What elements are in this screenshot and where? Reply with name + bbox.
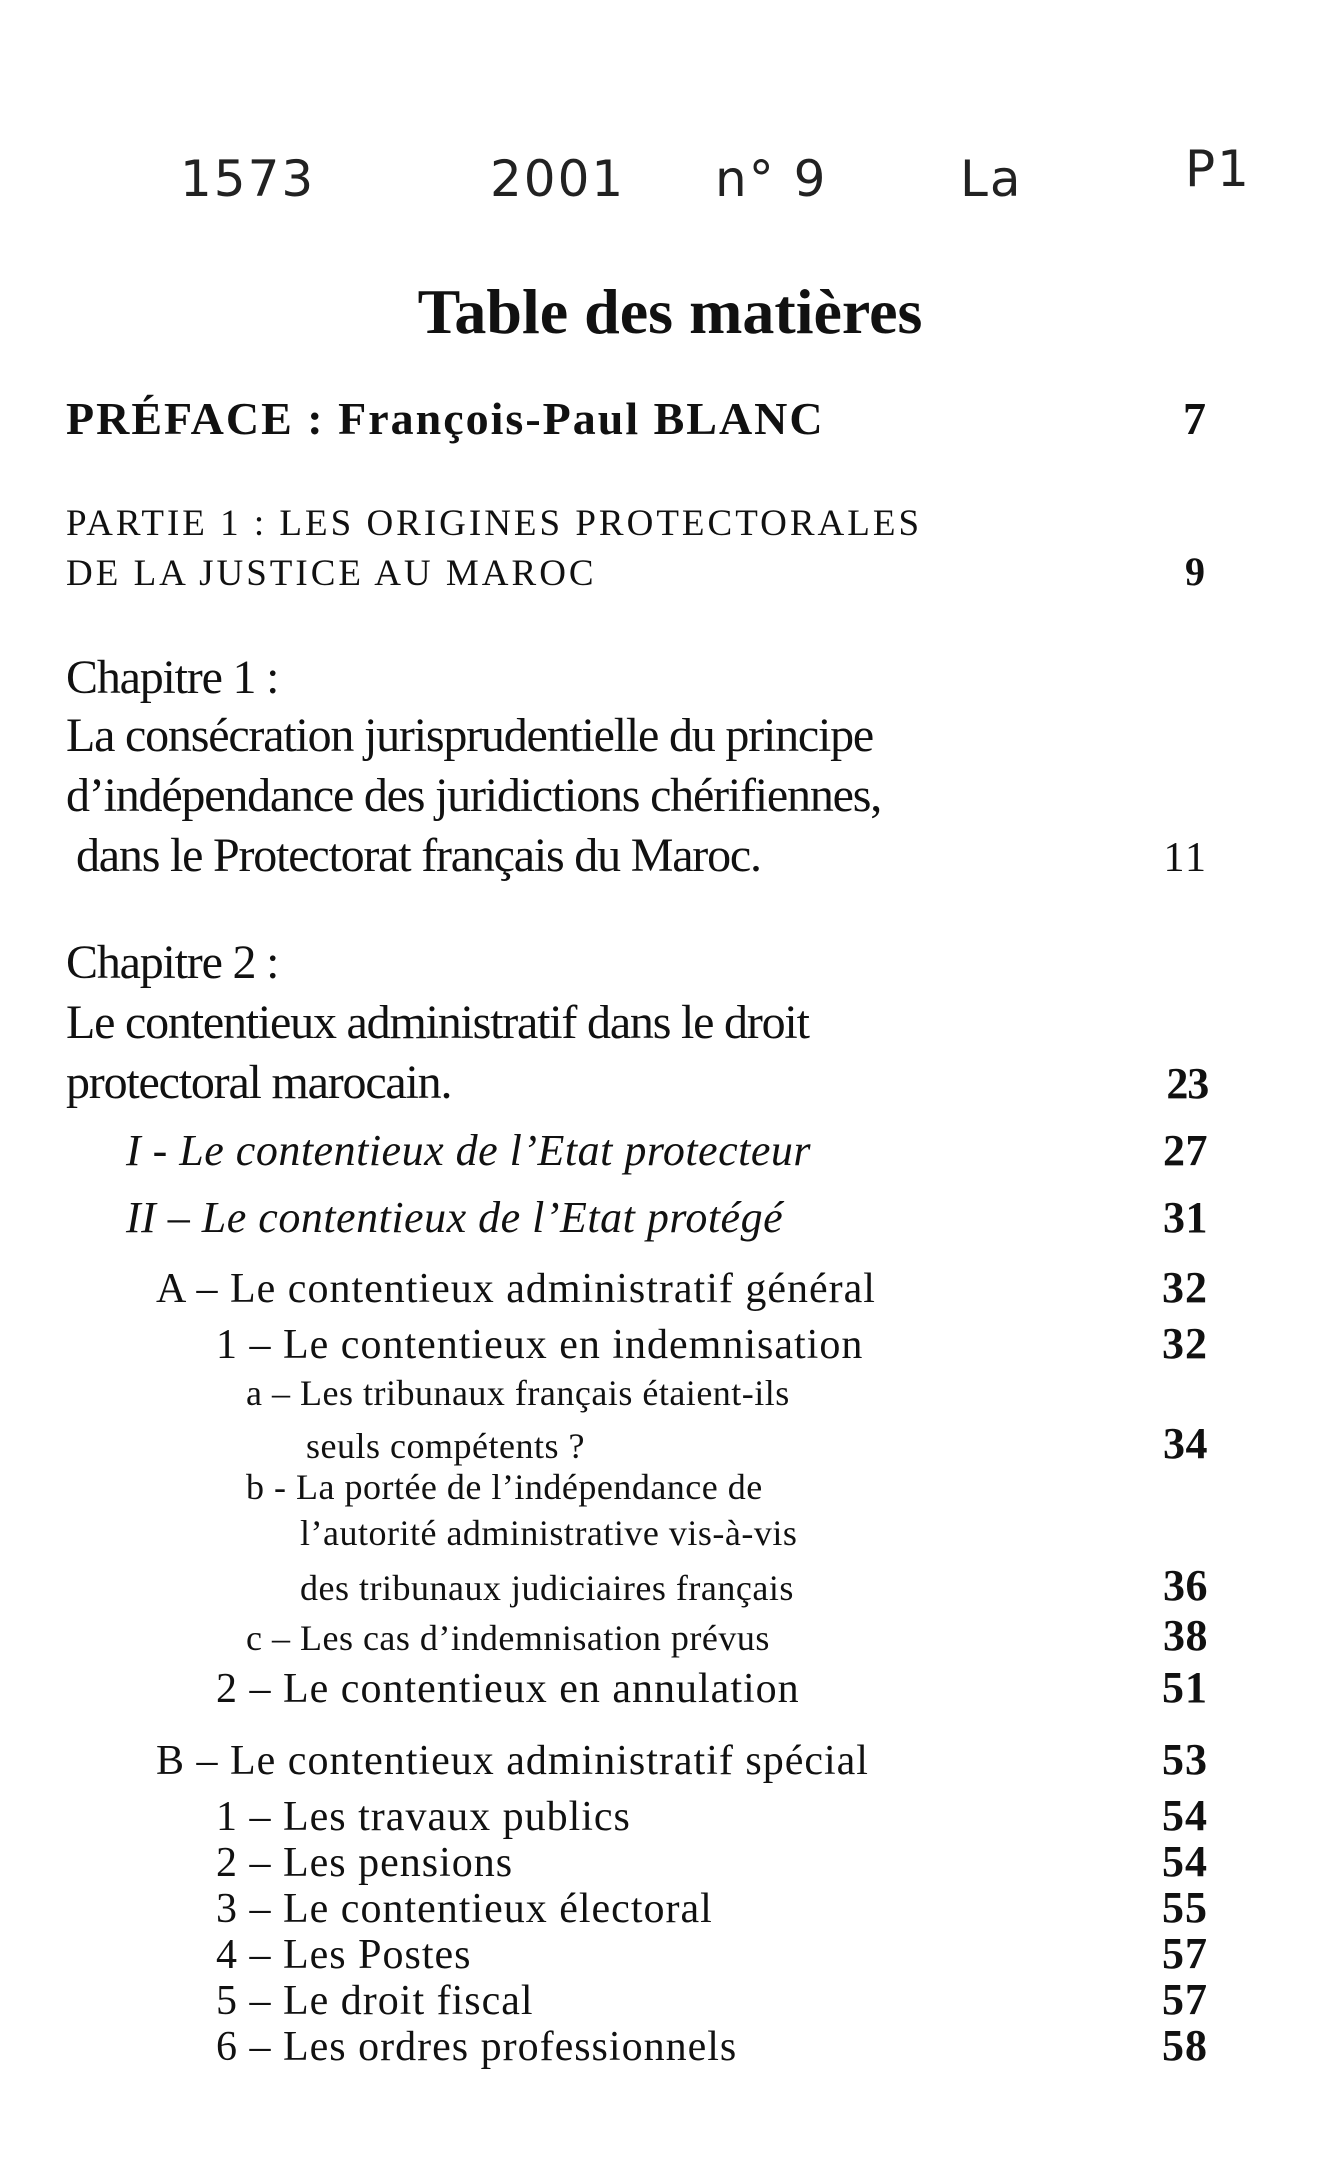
- toc-page-number: 54: [1162, 1837, 1208, 1886]
- toc-page-number: 9: [1185, 549, 1208, 594]
- chapter-title-line: dans le Protectorat français du Maroc. 11: [76, 829, 1208, 882]
- toc-entry-label: PRÉFACE : François-Paul BLANC: [66, 393, 825, 444]
- toc-page-number: 31: [1163, 1193, 1208, 1242]
- toc-entry-subitem: a – Les tribunaux français étaient-ils: [246, 1373, 790, 1413]
- toc-page-number: 54: [1162, 1791, 1208, 1840]
- toc-page-number: 11: [1163, 835, 1208, 881]
- toc-page-number: 57: [1162, 1929, 1208, 1978]
- toc-entry-item: 3 – Le contentieux électoral 55: [216, 1883, 1208, 1932]
- toc-entry-item: 5 – Le droit fiscal 57: [216, 1975, 1208, 2024]
- toc-entry-label: PARTIE 1 : LES ORIGINES PROTECTORALES: [66, 503, 923, 544]
- handwritten-note: 2001: [490, 150, 626, 208]
- chapter-heading: Chapitre 1 :: [66, 651, 279, 704]
- toc-page-number: 36: [1163, 1561, 1208, 1610]
- toc-entry-subitem: seuls compétents ? 34: [306, 1419, 1208, 1468]
- chapter-title-line: Le contentieux administratif dans le droit: [66, 996, 809, 1049]
- toc-page-number: 55: [1162, 1883, 1208, 1932]
- toc-entry-section: I - Le contentieux de l’Etat protecteur 27: [126, 1126, 1208, 1175]
- toc-entry-partie1-line2: [66, 548, 1208, 595]
- toc-entry-section: II – Le contentieux de l’Etat protégé 31: [126, 1193, 1208, 1242]
- toc-page-number: 7: [1183, 393, 1208, 444]
- toc-entry-subsection: A – Le contentieux administratif général 32: [156, 1263, 1208, 1312]
- toc-page-number: 34: [1163, 1419, 1208, 1468]
- toc-entry-label: DE LA JUSTICE AU MAROC: [66, 553, 597, 594]
- toc-entry-item: 1 – Les travaux publics 54: [216, 1791, 1208, 1840]
- toc-page-number: 32: [1162, 1319, 1208, 1368]
- page-title: Table des matières: [417, 276, 923, 347]
- toc-entry-subitem: l’autorité administrative vis-à-vis: [300, 1513, 798, 1553]
- toc-entry-subitem: des tribunaux judiciaires français 36: [300, 1561, 1208, 1610]
- toc-entry-item: 2 – Le contentieux en annulation 51: [216, 1663, 1208, 1712]
- chapter-title-line: protectoral marocain. 23: [66, 1056, 1208, 1109]
- toc-page-number: 51: [1162, 1663, 1208, 1712]
- handwritten-note: La: [960, 150, 1023, 208]
- toc-entry-item: 4 – Les Postes 57: [216, 1929, 1208, 1978]
- toc-entry-item: 2 – Les pensions 54: [216, 1837, 1208, 1886]
- toc-entry-partie1-line1: [66, 502, 1208, 545]
- handwritten-note: n° 9: [715, 150, 828, 208]
- toc-page-number: 32: [1162, 1263, 1208, 1312]
- toc-page-number: 53: [1162, 1735, 1208, 1784]
- handwritten-note: P1: [1185, 140, 1251, 198]
- toc-page-number: 23: [1166, 1059, 1208, 1108]
- toc-entry-subitem: b - La portée de l’indépendance de: [246, 1467, 763, 1507]
- toc-page-number: 58: [1162, 2021, 1208, 2070]
- toc-entry-subsection: B – Le contentieux administratif spécial 53: [156, 1735, 1208, 1784]
- toc-entry-item: 1 – Le contentieux en indemnisation 32: [216, 1319, 1208, 1368]
- toc-page-number: 38: [1163, 1611, 1208, 1660]
- chapter-title-line: La consécration jurisprudentielle du principe: [66, 709, 874, 762]
- toc-entry-item: 6 – Les ordres professionnels 58: [216, 2021, 1208, 2070]
- chapter-title-line: d’indépendance des juridictions chérifiennes,: [66, 769, 882, 822]
- toc-entry-subitem: c – Les cas d’indemnisation prévus 38: [246, 1611, 1208, 1660]
- handwritten-note: 1573: [180, 150, 316, 208]
- toc-entry-preface: [66, 392, 1208, 445]
- chapter-heading: Chapitre 2 :: [66, 936, 279, 989]
- toc-page-number: 57: [1162, 1975, 1208, 2024]
- toc-page-number: 27: [1163, 1126, 1208, 1175]
